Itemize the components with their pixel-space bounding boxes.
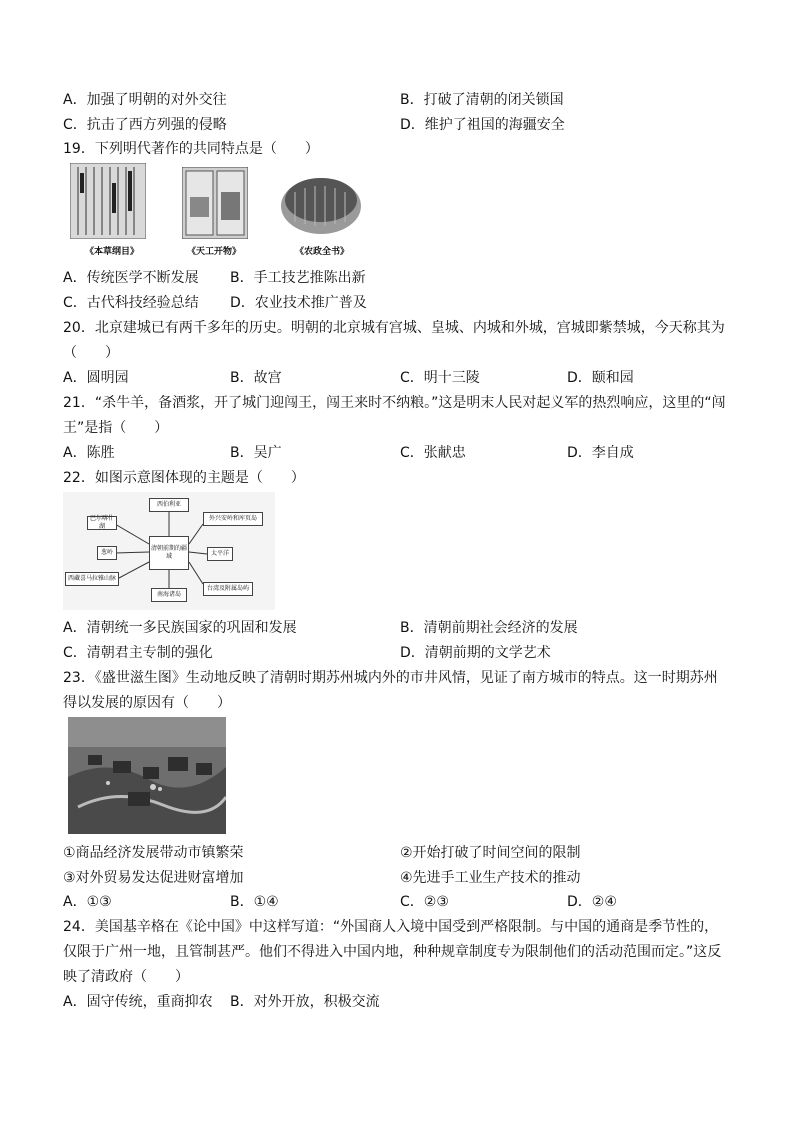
q21-option-d: D．李自成: [567, 445, 634, 461]
q18-option-a: A．加强了明朝的对外交往: [63, 92, 227, 108]
q24-option-a: A．固守传统，重商抑农: [63, 994, 213, 1010]
shengshi-zisheng-painting: [68, 717, 226, 834]
q23-statement-2: ②开始打破了时间空间的限制: [400, 845, 581, 861]
q23-option-a: A．①③: [63, 894, 112, 910]
q19-option-c: C．古代科技经验总结: [63, 295, 199, 311]
q21-option-c: C．张献忠: [400, 445, 466, 461]
nongzheng-quanshu-image: [280, 170, 362, 236]
q20-stem: 20．北京建城已有两千多年的历史。明朝的北京城有宫城、皇城、内城和外城，宫城即紫禁城，今天称其为（ ）: [63, 320, 725, 361]
q23-stem: 23．《盛世滋生图》生动地反映了清朝时期苏州城内外的市井风情，见证了南方城市的特点。这一时期苏州得以发展的原因有（ ）: [63, 670, 718, 711]
q23-option-b: B．①④: [230, 894, 279, 910]
diagram-bottom-box: 南海诸岛: [151, 588, 187, 602]
q23-option-d: D．②④: [567, 894, 617, 910]
q22-option-d: D．清朝前期的文学艺术: [400, 645, 551, 661]
diagram-left1-box: 巴尔喀什湖: [87, 516, 117, 530]
caption-tiangong-kaiwu: 《天工开物》: [186, 247, 241, 257]
q22-option-b: B．清朝前期社会经济的发展: [400, 620, 578, 636]
territory-diagram: [63, 492, 275, 610]
q19-option-b: B．手工技艺推陈出新: [230, 270, 366, 286]
tiangong-kaiwu-image: [182, 167, 248, 239]
q23-statement-4: ④先进手工业生产技术的推动: [400, 870, 581, 886]
bencao-gangmu-image: [70, 163, 146, 239]
q22-option-a: A．清朝统一多民族国家的巩固和发展: [63, 620, 297, 636]
q21-stem: 21．“杀牛羊，备酒浆，开了城门迎闯王，闯王来时不纳粮。”这是明末人民对起义军的热烈响应，这里的“闯王”是指（ ）: [63, 395, 726, 436]
q19-option-d: D．农业技术推广普及: [230, 295, 367, 311]
q21-option-a: A．陈胜: [63, 445, 115, 461]
caption-nongzheng-quanshu: 《农政全书》: [294, 247, 349, 257]
q19-stem: 19．下列明代著作的共同特点是（ ）: [63, 141, 319, 157]
diagram-center-box: 清朝前期的疆域: [149, 536, 189, 570]
diagram-right1-box: 外兴安岭和库页岛: [203, 512, 263, 526]
q21-option-b: B．吴广: [230, 445, 282, 461]
diagram-right2-box: 太平洋: [207, 547, 233, 561]
q18-option-b: B．打破了清朝的闭关锁国: [400, 92, 564, 108]
diagram-top-box: 西伯利亚: [149, 498, 189, 512]
q18-option-c: C．抗击了西方列强的侵略: [63, 117, 227, 133]
q20-option-a: A．圆明园: [63, 370, 129, 386]
diagram-right3-box: 台湾及附属岛屿: [203, 582, 253, 596]
caption-bencao-gangmu: 《本草纲目》: [84, 247, 139, 257]
q19-option-a: A．传统医学不断发展: [63, 270, 199, 286]
q22-stem: 22．如图示意图体现的主题是（ ）: [63, 470, 305, 486]
q23-statement-3: ③对外贸易发达促进财富增加: [63, 870, 244, 886]
q22-option-c: C．清朝君主专制的强化: [63, 645, 213, 661]
q24-stem: 24．美国基辛格在《论中国》中这样写道：“外国商人入境中国受到严格限制。与中国的通商是季节性的，仅限于广州一地，且管制甚严。他们不得进入中国内地，种种规章制度专为限制他们的活动范围而定。”这反映了清政府（ ）: [63, 919, 722, 985]
q23-statement-1: ①商品经济发展带动市镇繁荣: [63, 845, 244, 861]
q20-option-b: B．故宫: [230, 370, 282, 386]
diagram-left2-box: 葱岭: [97, 546, 117, 560]
q23-option-c: C．②③: [400, 894, 449, 910]
q24-option-b: B．对外开放，积极交流: [230, 994, 380, 1010]
q20-option-c: C．明十三陵: [400, 370, 480, 386]
q20-option-d: D．颐和园: [567, 370, 634, 386]
diagram-left3-box: 西藏喜马拉雅山脉: [65, 572, 119, 586]
q18-option-d: D．维护了祖国的海疆安全: [400, 117, 565, 133]
